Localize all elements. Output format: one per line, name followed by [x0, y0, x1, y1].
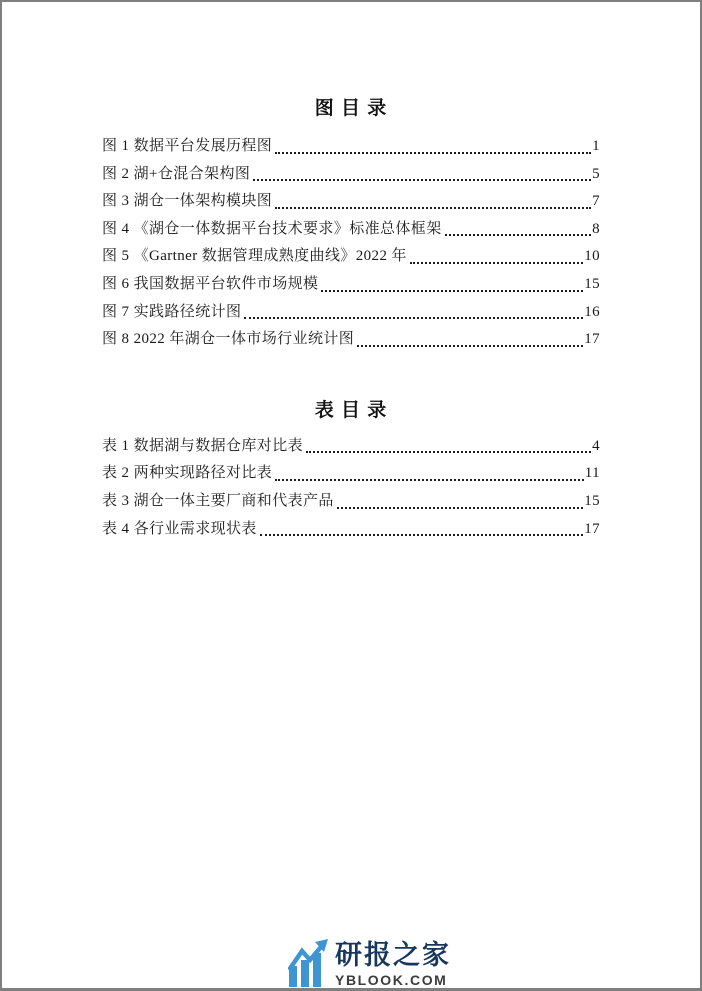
brand-watermark — [288, 939, 451, 987]
toc-entry-label: 图 3 湖仓一体架构模块图 — [102, 193, 273, 210]
dot-leader — [306, 433, 591, 454]
toc-entry-page: 1 — [592, 138, 600, 154]
dot-leader — [275, 133, 591, 154]
toc-entry-figure-4[interactable] — [102, 216, 600, 244]
dot-leader — [357, 326, 583, 347]
toc-entry-page: 15 — [584, 492, 600, 509]
toc-entry-figure-3[interactable] — [102, 188, 600, 216]
dot-leader — [260, 516, 583, 537]
toc-entry-figure-8[interactable] — [102, 326, 600, 354]
figure-toc-heading: 图 目 录 — [314, 98, 388, 119]
toc-content — [102, 93, 600, 543]
toc-entry-figure-7[interactable] — [102, 299, 600, 327]
toc-entry-page: 7 — [592, 193, 600, 210]
toc-entry-label: 图 6 我国数据平台软件市场规模 — [102, 275, 319, 292]
toc-entry-label: 图 4 《湖仓一体数据平台技术要求》标准总体框架 — [102, 220, 442, 237]
toc-entry-page: 5 — [592, 165, 600, 182]
toc-entry-page: 17 — [584, 520, 600, 537]
toc-entry-figure-5[interactable] — [102, 243, 600, 271]
dot-leader — [321, 271, 583, 292]
dot-leader — [253, 161, 591, 182]
toc-entry-page: 10 — [584, 248, 600, 265]
brand-domain: YBLOOK.COM — [335, 972, 448, 988]
toc-entry-page: 17 — [584, 331, 600, 348]
bar-chart-arrow-icon — [288, 939, 329, 987]
toc-entry-page: 16 — [584, 303, 600, 320]
toc-entry-label: 图 2 湖+仓混合架构图 — [102, 165, 251, 182]
brand-text-block — [335, 942, 451, 987]
dot-leader — [275, 188, 591, 209]
toc-entry-page: 11 — [584, 465, 600, 482]
toc-entry-label: 图 7 实践路径统计图 — [102, 303, 242, 320]
toc-entry-page: 4 — [592, 437, 600, 454]
toc-entry-table-2[interactable] — [102, 460, 600, 488]
table-toc-list — [102, 433, 600, 543]
dot-leader — [337, 488, 583, 509]
toc-entry-table-1[interactable] — [102, 433, 600, 461]
toc-entry-label: 表 1 数据湖与数据仓库对比表 — [102, 437, 304, 454]
toc-entry-figure-2[interactable] — [102, 161, 600, 189]
toc-entry-page: 15 — [584, 275, 600, 292]
brand-name: 研报之家 — [335, 940, 451, 970]
toc-entry-figure-6[interactable] — [102, 271, 600, 299]
toc-entry-label: 表 4 各行业需求现状表 — [102, 520, 257, 537]
toc-entry-table-3[interactable] — [102, 488, 600, 516]
toc-entry-page: 8 — [592, 220, 600, 237]
dot-leader — [445, 216, 591, 237]
toc-entry-table-4[interactable] — [102, 516, 600, 544]
toc-entry-label: 图 5 《Gartner 数据管理成熟度曲线》2022 年 — [102, 248, 407, 265]
toc-entry-label: 图 8 2022 年湖仓一体市场行业统计图 — [102, 331, 355, 348]
table-toc-heading: 表 目 录 — [314, 399, 388, 421]
dot-leader — [410, 243, 583, 264]
figure-toc-list — [102, 133, 600, 354]
toc-entry-label: 表 3 湖仓一体主要厂商和代表产品 — [102, 492, 334, 509]
toc-entry-figure-1[interactable] — [102, 133, 600, 161]
toc-entry-label: 表 2 两种实现路径对比表 — [102, 465, 273, 482]
dot-leader — [244, 299, 583, 320]
toc-entry-label: 图 1 数据平台发展历程图 — [102, 138, 273, 154]
dot-leader — [275, 460, 584, 481]
